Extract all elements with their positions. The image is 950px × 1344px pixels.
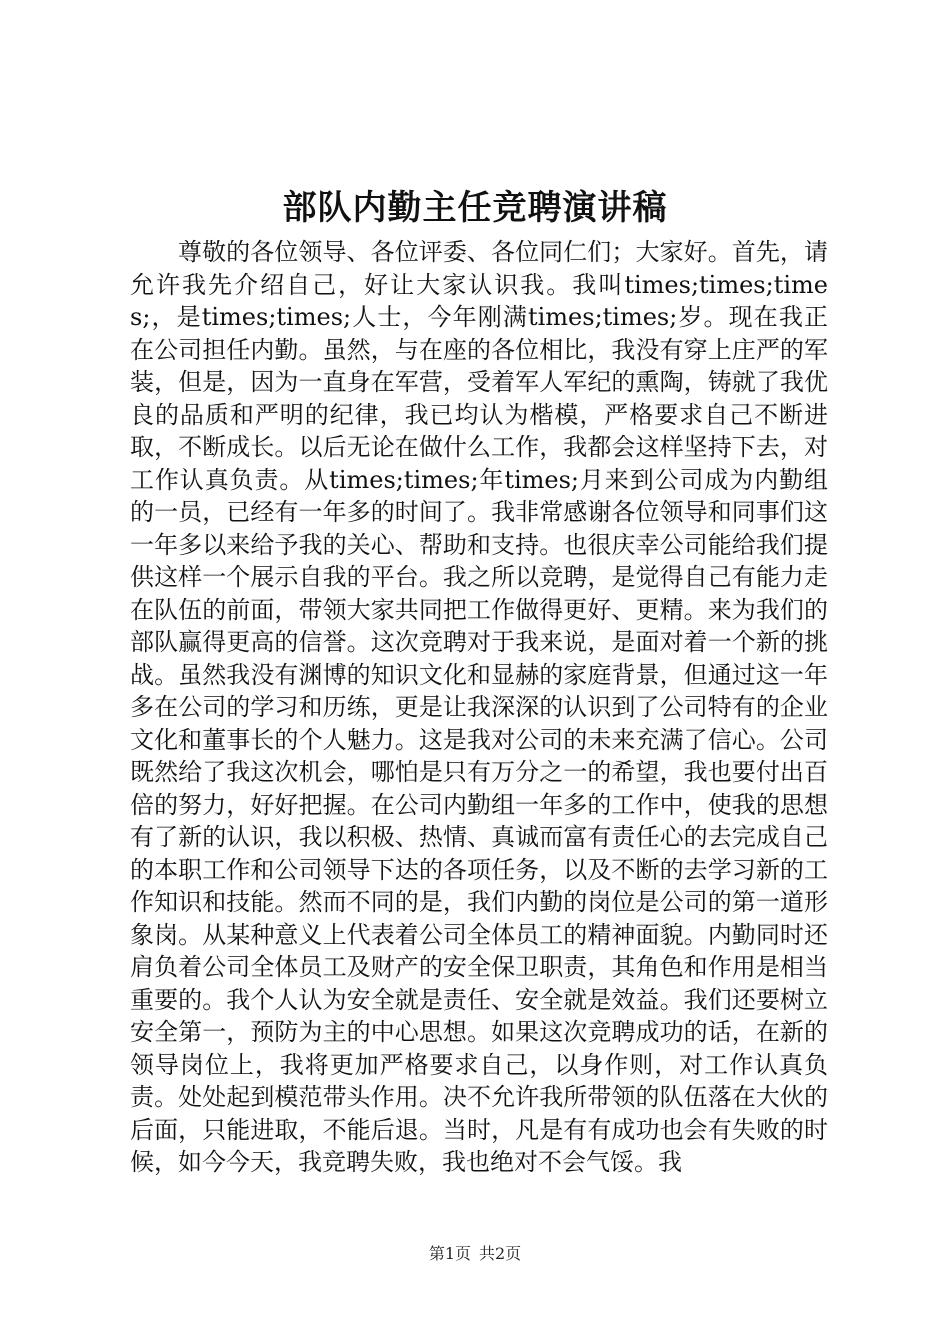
page-number: 第1页	[428, 1244, 471, 1263]
document-body-paragraph: 尊敬的各位领导、各位评委、各位同仁们；大家好。首先，请允许我先介绍自己，好让大家认识我。我叫times;times;times;，是times;times;人士，今年刚满times;times;岁。现在我正在公司担任内勤。虽然，与在座的各位相比，我没有穿上庄严的军装，但是，因为一直身在军营，受着军人军纪的熏陶，铸就了我优良的品质和严明的纪律，我已均认为楷模，严格要求自己不断进取，不断成长。以后无论在做什么工作，我都会这样坚持下去，对工作认真负责。从times;times;年times;月来到公司成为内勤组的一员，已经有一年多的时间了。我非常感谢各位领导和同事们这一年多以来给予我的关心、帮助和支持。也很庆幸公司能给我们提供这样一个展示自我的平台。我之所以竞聘，是觉得自己有能力走在队伍的前面，带领大家共同把工作做得更好、更精。来为我们的部队赢得更高的信誉。这次竞聘对于我来说，是面对着一个新的挑战。虽然我没有渊博的知识文化和显赫的家庭背景，但通过这一年多在公司的学习和历练，更是让我深深的认识到了公司特有的企业文化和董事长的个人魅力。这是我对公司的未来充满了信心。公司既然给了我这次机会，哪怕是只有万分之一的希望，我也要付出百倍的努力，好好把握。在公司内勤组一年多的工作中，使我的思想有了新的认识，我以积极、热情、真诚而富有责任心的去完成自己的本职工作和公司领导下达的各项任务，以及不断的去学习新的工作知识和技能。然而不同的是，我们内勤的岗位是公司的第一道形象岗。从某种意义上代表着公司全体员工的精神面貌。内勤同时还肩负着公司全体员工及财产的安全保卫职责，其角色和作用是相当重要的。我个人认为安全就是责任、安全就是效益。我们还要树立安全第一，预防为主的中心思想。如果这次竞聘成功的话，在新的领导岗位上，我将更加严格要求自己，以身作则，对工作认真负责。处处起到模范带头作用。决不允许我所带领的队伍落在大伙的后面，只能进取，不能后退。当时，凡是有有成功也会有失败的时候，如今今天，我竞聘失败，我也绝对不会气馁。我	[130, 238, 828, 1176]
document-title: 部队内勤主任竞聘演讲稿	[282, 188, 668, 228]
page-total: 共2页	[479, 1244, 522, 1263]
page-footer	[0, 1242, 950, 1266]
